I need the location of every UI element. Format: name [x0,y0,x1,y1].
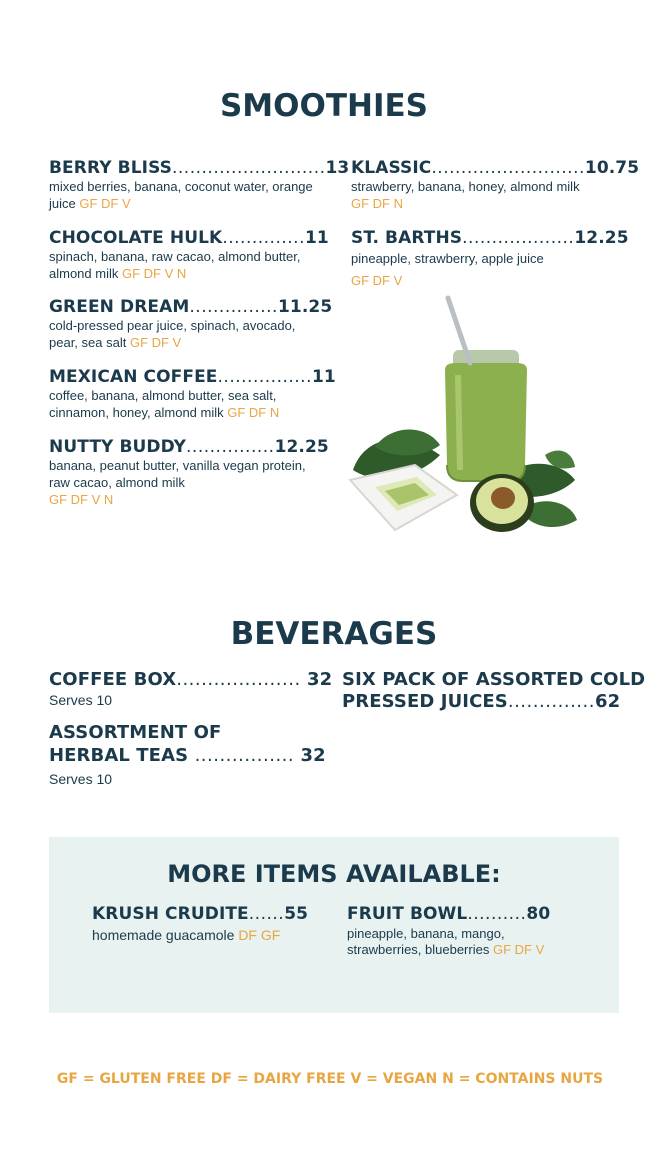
item-price: 55 [284,904,309,924]
item-desc: strawberry, banana, honey, almond milk [351,179,580,194]
item-tags: GF DF N [227,405,280,420]
item-price: 11.25 [277,297,333,317]
beverage-coffee-box [49,669,333,709]
item-dots: ................ [217,367,312,387]
more-item-krush-crudite [92,904,332,944]
item-desc: banana, peanut butter, vanilla vegan protein, raw cacao, almond milk [49,458,306,490]
item-dots: .......................... [172,158,326,178]
item-price: 32 [300,745,326,766]
avocado-icon [470,474,534,532]
item-desc: pineapple, banana, mango, strawberries, blueberries [347,926,505,957]
item-tags: GF DF V [79,196,131,211]
item-price: 10.75 [584,158,640,178]
item-price: 80 [526,904,551,924]
smoothie-item-nutty-buddy [49,437,329,508]
item-dots: ................... [462,228,575,248]
item-desc: homemade guacamole [92,927,235,943]
item-price: 62 [594,691,621,712]
beverage-herbal-teas [49,721,326,788]
item-dots: ................ [194,745,295,766]
item-dots: ...... [248,904,285,924]
more-items-title: MORE ITEMS AVAILABLE: [167,860,501,888]
item-name: FRUIT BOWL [347,904,468,924]
item-name: BERRY BLISS [49,158,172,178]
item-name: NUTTY BUDDY [49,437,187,457]
smoothie-item-chocolate-hulk [49,228,329,282]
item-name-line2: HERBAL TEAS [49,745,189,766]
item-name-line2: PRESSED JUICES [342,691,508,712]
smoothie-item-st-barths [351,228,629,292]
item-desc: coffee, banana, almond butter, sea salt, cinnamon, honey, almond milk [49,388,277,420]
item-tags: GF DF V [492,942,545,957]
beverages-title: BEVERAGES [230,616,438,652]
item-dots: ............... [186,437,275,457]
smoothie-photo [345,295,580,540]
item-dots: .............. [222,228,305,248]
item-desc: mixed berries, banana, coconut water, orange juice [49,179,313,211]
smoothie-item-mexican-coffee [49,367,336,421]
item-name: ST. BARTHS [351,228,463,248]
smoothie-item-berry-bliss [49,158,350,212]
smoothies-title: SMOOTHIES [219,88,428,124]
item-desc: cold-pressed pear juice, spinach, avocado, pear, sea salt [49,318,296,350]
item-price: 32 [307,669,333,690]
item-dots: .................... [176,669,301,690]
smoothie-item-green-dream [49,297,333,351]
item-name: CHOCOLATE HULK [49,228,223,248]
beverage-cold-pressed-juices [342,669,646,713]
serves-text: Serves 10 [49,692,113,708]
item-name-line1: SIX PACK OF ASSORTED COLD [342,669,646,690]
item-name: COFFEE BOX [49,669,177,690]
item-tags: GF DF V [351,273,403,288]
item-price: 12.25 [274,437,329,457]
item-tags: GF DF V N [121,266,187,281]
item-desc: pineapple, strawberry, apple juice [351,251,544,266]
item-tags: GF DF V N [49,492,114,507]
item-price: 11 [312,367,336,387]
serves-text: Serves 10 [49,771,113,787]
item-name: MEXICAN COFFEE [49,367,218,387]
item-dots: .......... [467,904,527,924]
item-tags: DF GF [238,927,281,943]
item-name: GREEN DREAM [49,297,190,317]
item-tags: GF DF V [129,335,182,350]
item-dots: ............... [189,297,278,317]
item-name-line1: ASSORTMENT OF [49,722,222,743]
item-price: 12.25 [574,228,629,248]
item-tags: GF DF N [351,196,403,211]
item-price: 13 [325,158,350,178]
item-desc: spinach, banana, raw cacao, almond butter, almond milk [49,249,301,281]
item-dots: .......................... [431,158,585,178]
more-item-fruit-bowl [347,904,577,958]
item-name: KRUSH CRUDITE [92,904,249,924]
item-dots: .............. [507,691,595,712]
item-price: 11 [304,228,329,248]
smoothie-item-klassic [351,158,640,212]
smoothie-jar-icon [445,350,527,481]
dietary-legend: GF = GLUTEN FREE DF = DAIRY FREE V = VEGAN N = CONTAINS NUTS [56,1071,604,1087]
item-name: KLASSIC [351,158,432,178]
